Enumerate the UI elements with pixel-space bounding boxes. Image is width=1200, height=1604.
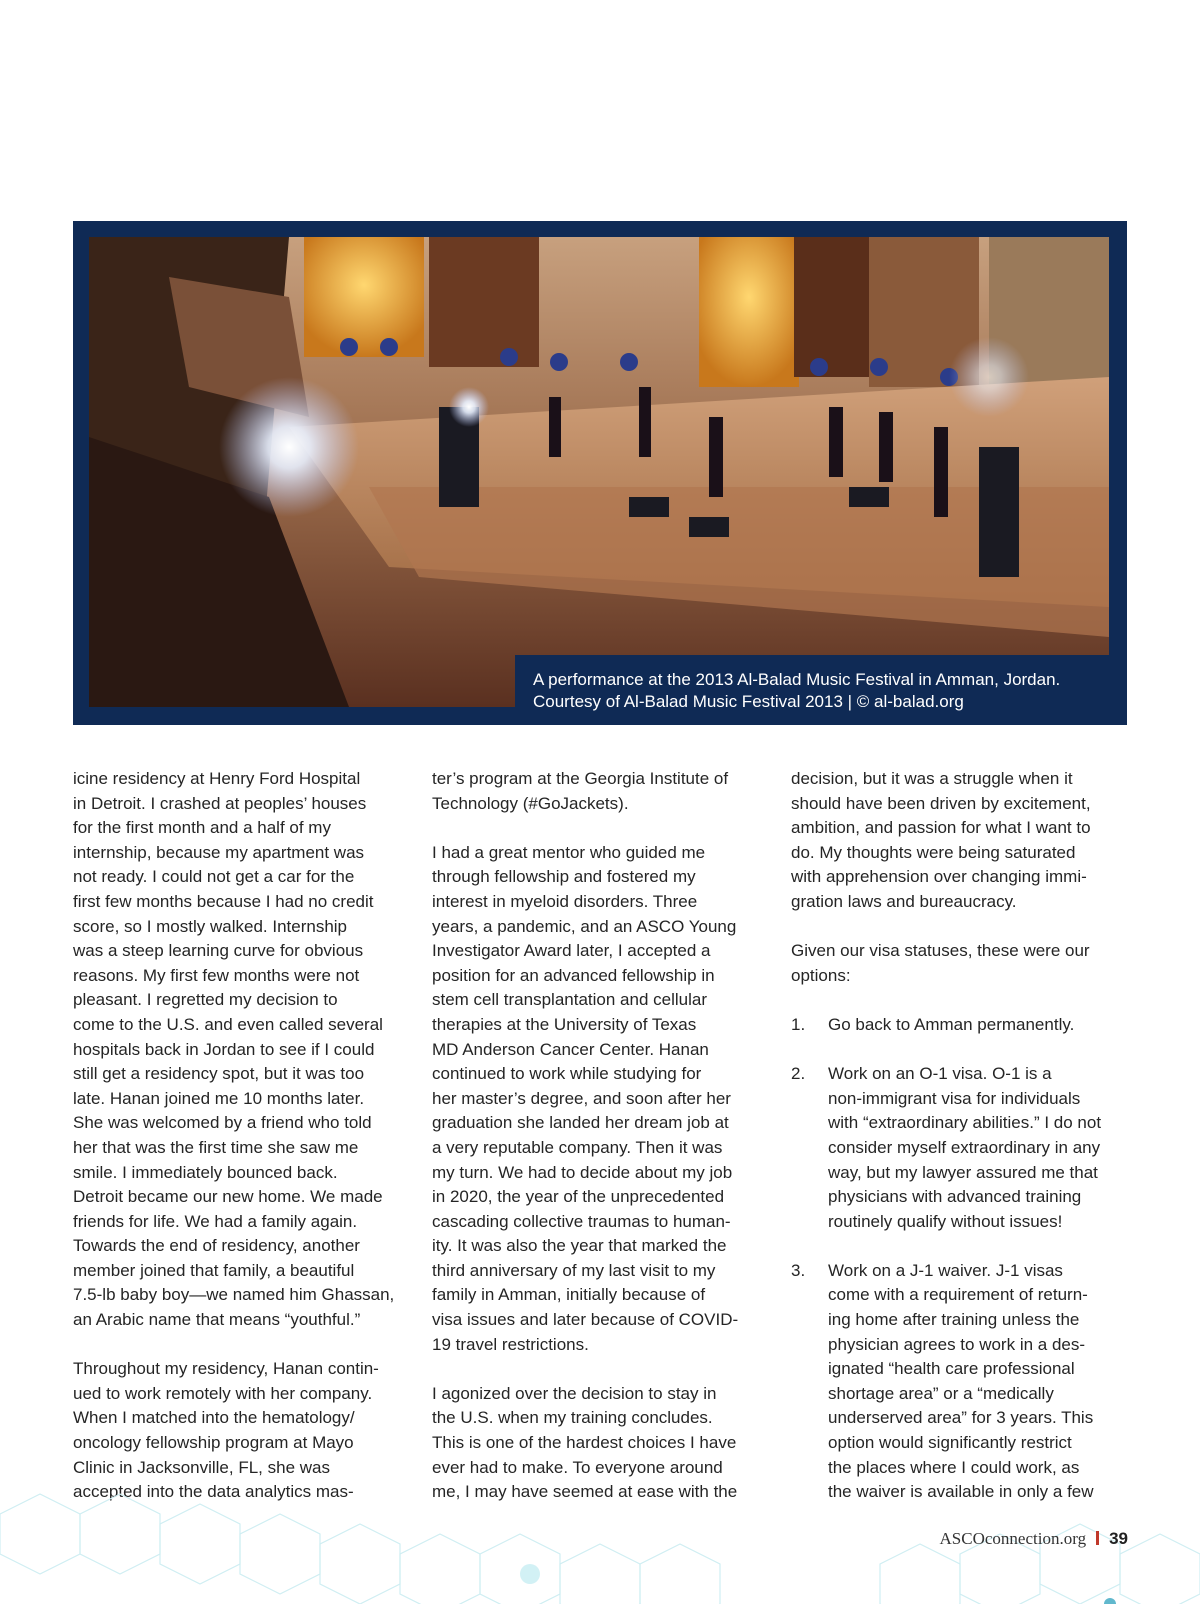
photo-caption xyxy=(515,655,1127,725)
text-line: accepted into the data analytics mas- xyxy=(73,1482,354,1502)
text-line: physician agrees to work in a des- xyxy=(828,1334,1086,1354)
text-line: cascading collective traumas to human- xyxy=(432,1211,731,1231)
text-line: Work on a J-1 waiver. J-1 visas xyxy=(828,1260,1063,1280)
text-line: an Arabic name that means “youthful.” xyxy=(73,1310,361,1330)
text-line: reasons. My first few months were not xyxy=(73,965,360,985)
text-line: late. Hanan joined me 10 months later. xyxy=(73,1088,365,1108)
caption-line: A performance at the 2013 Al-Balad Music Festival in Amman, Jordan. xyxy=(533,670,1061,689)
text-line: I had a great mentor who guided me xyxy=(432,842,706,862)
text-line: continued to work while studying for xyxy=(432,1064,702,1084)
text-line: gration laws and bureaucracy. xyxy=(791,891,1017,911)
site-name: ASCOconnection.org xyxy=(939,1529,1087,1548)
text-line: Throughout my residency, Hanan contin- xyxy=(73,1359,379,1379)
text-line: 7.5-lb baby boy—we named him Ghassan, xyxy=(73,1285,395,1305)
text-line: stem cell transplantation and cellular xyxy=(432,990,707,1010)
text-line: ambition, and passion for what I want to xyxy=(791,818,1091,838)
concert-photo xyxy=(89,237,1109,707)
text-line: my turn. We had to decide about my job xyxy=(432,1162,733,1182)
text-line: third anniversary of my last visit to my xyxy=(432,1260,716,1280)
text-line: smile. I immediately bounced back. xyxy=(73,1162,338,1182)
text-line: was a steep learning curve for obvious xyxy=(73,941,364,961)
list-number: 1. xyxy=(791,1014,806,1034)
text-column-3 xyxy=(791,767,1131,1529)
text-line: shortage area” or a “medically xyxy=(828,1383,1054,1403)
text-column-2 xyxy=(432,767,772,1529)
text-line: should have been driven by excitement, xyxy=(791,793,1091,813)
text-line: family in Amman, initially because of xyxy=(432,1285,706,1305)
text-line: ity. It was also the year that marked the xyxy=(432,1236,727,1256)
text-line: come to the U.S. and even called several xyxy=(73,1014,383,1034)
text-line: This is one of the hardest choices I have xyxy=(432,1433,737,1453)
list-number: 3. xyxy=(791,1260,806,1280)
paragraph xyxy=(432,841,772,1357)
text-line: therapies at the University of Texas xyxy=(432,1014,697,1034)
text-line: her master’s degree, and soon after her xyxy=(432,1088,731,1108)
photo-frame xyxy=(73,221,1127,725)
text-line: not ready. I could not get a car for the xyxy=(73,867,355,887)
text-line: When I matched into the hematology/ xyxy=(73,1408,355,1428)
text-line: ing home after training unless the xyxy=(828,1310,1080,1330)
text-line: way, but my lawyer assured me that xyxy=(828,1162,1098,1182)
text-line: friends for life. We had a family again. xyxy=(73,1211,358,1231)
text-line: ued to work remotely with her company. xyxy=(73,1383,373,1403)
text-line: interest in myeloid disorders. Three xyxy=(432,891,698,911)
footer-separator xyxy=(1096,1531,1099,1545)
text-line: come with a requirement of return- xyxy=(828,1285,1088,1305)
text-line: ignated “health care professional xyxy=(828,1359,1075,1379)
paragraph xyxy=(791,767,1131,915)
text-line: icine residency at Henry Ford Hospital xyxy=(73,769,361,788)
text-line: underserved area” for 3 years. This xyxy=(828,1408,1094,1428)
text-line: me, I may have seemed at ease with the xyxy=(432,1482,738,1502)
text-line: years, a pandemic, and an ASCO Young xyxy=(432,916,737,936)
text-line: pleasant. I regretted my decision to xyxy=(73,990,338,1010)
text-line: the places where I could work, as xyxy=(828,1457,1080,1477)
text-line: routinely qualify without issues! xyxy=(828,1211,1063,1231)
text-line: oncology fellowship program at Mayo xyxy=(73,1433,354,1453)
text-line: options: xyxy=(791,965,851,985)
text-line: a very reputable company. Then it was xyxy=(432,1137,723,1157)
text-line: MD Anderson Cancer Center. Hanan xyxy=(432,1039,709,1059)
hexagon-pattern-icon xyxy=(0,1444,1200,1604)
text-line: Go back to Amman permanently. xyxy=(828,1014,1075,1034)
text-column-1 xyxy=(73,767,413,1529)
text-line: with “extraordinary abilities.” I do not xyxy=(828,1113,1102,1133)
paragraph xyxy=(432,767,772,816)
text-line: visa issues and later because of COVID- xyxy=(432,1310,739,1330)
text-line: her that was the first time she saw me xyxy=(73,1137,359,1157)
text-line: I agonized over the decision to stay in xyxy=(432,1383,717,1403)
text-line: Clinic in Jacksonville, FL, she was xyxy=(73,1457,330,1477)
text-line: do. My thoughts were being saturated xyxy=(791,842,1076,862)
page-number: 39 xyxy=(1109,1529,1128,1548)
text-line: in Detroit. I crashed at peoples’ houses xyxy=(73,793,367,813)
page-footer xyxy=(940,1529,1128,1549)
text-line: the waiver is available in only a few xyxy=(828,1482,1094,1502)
text-line: Technology (#GoJackets). xyxy=(432,793,629,813)
paragraph xyxy=(73,767,413,1333)
options-list xyxy=(791,1013,1131,1505)
text-line: graduation she landed her dream job at xyxy=(432,1113,729,1133)
text-line: for the first month and a half of my xyxy=(73,818,331,838)
text-line: Investigator Award later, I accepted a xyxy=(432,941,711,961)
text-line: with apprehension over changing immi- xyxy=(791,867,1087,887)
text-line: hospitals back in Jordan to see if I could xyxy=(73,1039,375,1059)
text-line: Work on an O-1 visa. O-1 is a xyxy=(828,1064,1052,1084)
text-line: Given our visa statuses, these were our xyxy=(791,941,1090,961)
text-line: consider myself extraordinary in any xyxy=(828,1137,1101,1157)
text-line: non-immigrant visa for individuals xyxy=(828,1088,1081,1108)
list-item xyxy=(791,1013,1131,1038)
text-line: 19 travel restrictions. xyxy=(432,1334,589,1354)
paragraph xyxy=(791,939,1131,988)
text-line: Towards the end of residency, another xyxy=(73,1236,360,1256)
text-line: Detroit became our new home. We made xyxy=(73,1187,383,1207)
text-line: physicians with advanced training xyxy=(828,1187,1082,1207)
text-line: first few months because I had no credit xyxy=(73,891,374,911)
text-line: through fellowship and fostered my xyxy=(432,867,696,887)
text-line: decision, but it was a struggle when it xyxy=(791,769,1073,788)
text-line: ter’s program at the Georgia Institute of xyxy=(432,769,729,788)
list-number: 2. xyxy=(791,1064,806,1084)
text-line: option would significantly restrict xyxy=(828,1433,1072,1453)
text-line: position for an advanced fellowship in xyxy=(432,965,715,985)
text-line: the U.S. when my training concludes. xyxy=(432,1408,713,1428)
text-line: member joined that family, a beautiful xyxy=(73,1260,355,1280)
text-line: score, so I mostly walked. Internship xyxy=(73,916,348,936)
text-line: still get a residency spot, but it was too xyxy=(73,1064,365,1084)
text-line: She was welcomed by a friend who told xyxy=(73,1113,372,1133)
text-line: in 2020, the year of the unprecedented xyxy=(432,1187,725,1207)
text-line: internship, because my apartment was xyxy=(73,842,365,862)
list-item xyxy=(791,1062,1131,1234)
concert-photo-icon xyxy=(89,237,1109,707)
caption-line: Courtesy of Al-Balad Music Festival 2013 | © al-balad.org xyxy=(533,692,964,711)
text-line: ever had to make. To everyone around xyxy=(432,1457,723,1477)
